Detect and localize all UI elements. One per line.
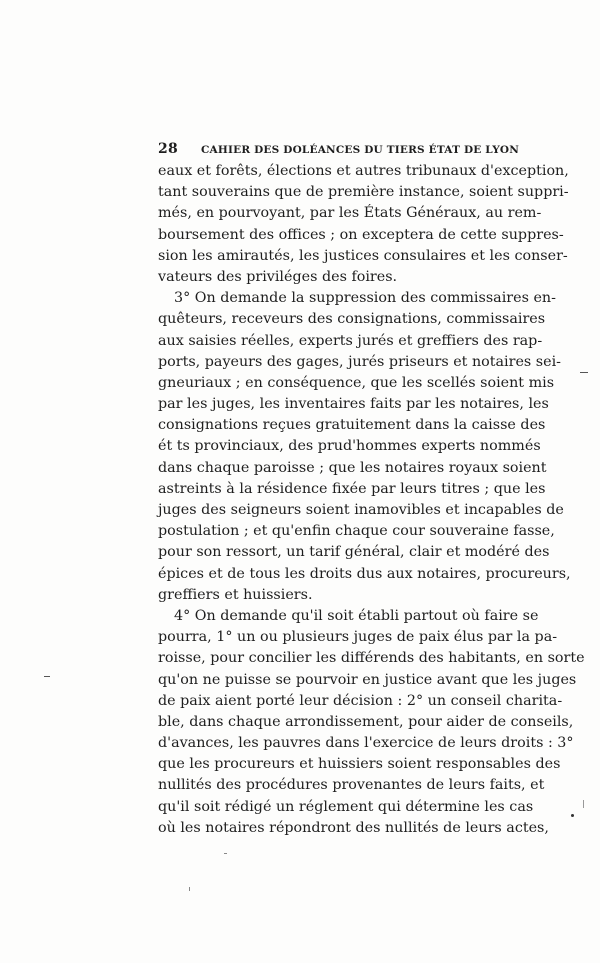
text-line: més, en pourvoyant, par les États Généraux, au rem- <box>158 205 542 222</box>
text-line: boursement des offices ; on exceptera de cette suppres- <box>158 226 564 243</box>
text-line: aux saisies réelles, experts jurés et greffiers des rap- <box>158 332 543 349</box>
text-line: de paix aient porté leur décision : 2° un conseil charita- <box>158 692 563 709</box>
text-line: tant souverains que de première instance, soient suppri- <box>158 184 569 201</box>
text-line: que les procureurs et huissiers soient responsables des <box>158 756 561 773</box>
text-line: postulation ; et qu'enfin chaque cour souveraine fasse, <box>158 523 555 540</box>
text-line: dans chaque paroisse ; que les notaires royaux soient <box>158 459 547 476</box>
margin-mark <box>583 800 584 808</box>
text-line: vateurs des priviléges des foires. <box>158 268 398 285</box>
text-line: juges des seigneurs soient inamovibles et incapables de <box>158 502 564 518</box>
text-line: par les juges, les inventaires faits par les notaires, les <box>158 396 549 413</box>
text-line: 4° On demande qu'il soit établi partout où faire se <box>174 607 539 624</box>
text-line: consignations reçues gratuitement dans la caisse des <box>158 417 546 434</box>
margin-mark <box>571 814 574 817</box>
margin-mark <box>44 676 50 677</box>
margin-mark <box>224 853 227 854</box>
text-line: nullités des procédures provenantes de leurs faits, et <box>158 777 545 794</box>
text-line: 3° On demande la suppression des commissaires en- <box>174 290 556 307</box>
text-line: épices et de tous les droits dus aux notaires, procureurs, <box>158 565 571 582</box>
text-line: pour son ressort, un tarif général, clair et modéré des <box>158 544 550 561</box>
margin-mark <box>580 372 588 373</box>
text-line: quêteurs, receveurs des consignations, commissaires <box>158 311 546 328</box>
page-number: 28 <box>158 141 178 157</box>
text-line: ét ts provinciaux, des prud'hommes experts nommés <box>158 438 541 455</box>
body-text <box>158 161 585 839</box>
margin-mark <box>189 887 190 891</box>
text-line: astreints à la résidence fixée par leurs titres ; que les <box>158 480 546 497</box>
text-line: qu'il soit rédigé un réglement qui détermine les cas <box>158 798 534 815</box>
text-line: qu'on ne puisse se pourvoir en justice avant que les juges <box>158 671 577 688</box>
text-line: ports, payeurs des gages, jurés priseurs et notaires sei- <box>158 353 561 370</box>
text-line: pourra, 1° un ou plusieurs juges de paix élus par la pa- <box>158 629 558 646</box>
text-line: eaux et forêts, élections et autres tribunaux d'exception, <box>158 163 569 179</box>
text-line: gneuriaux ; en conséquence, que les scellés soient mis <box>158 374 555 391</box>
running-head: CAHIER DES DOLÉANCES DU TIERS ÉTAT DE LYON <box>201 144 520 156</box>
text-line: où les notaires répondront des nullités de leurs actes, <box>158 819 549 836</box>
text-line: ble, dans chaque arrondissement, pour aider de conseils, <box>158 713 574 730</box>
text-line: sion les amirautés, les justices consulaires et les conser- <box>158 247 568 264</box>
page-header <box>158 141 520 159</box>
text-line: roisse, pour concilier les différends des habitants, en sorte <box>158 650 585 667</box>
text-line: d'avances, les pauvres dans l'exercice de leurs droits : 3° <box>158 735 574 752</box>
text-line: greffiers et huissiers. <box>158 586 313 603</box>
